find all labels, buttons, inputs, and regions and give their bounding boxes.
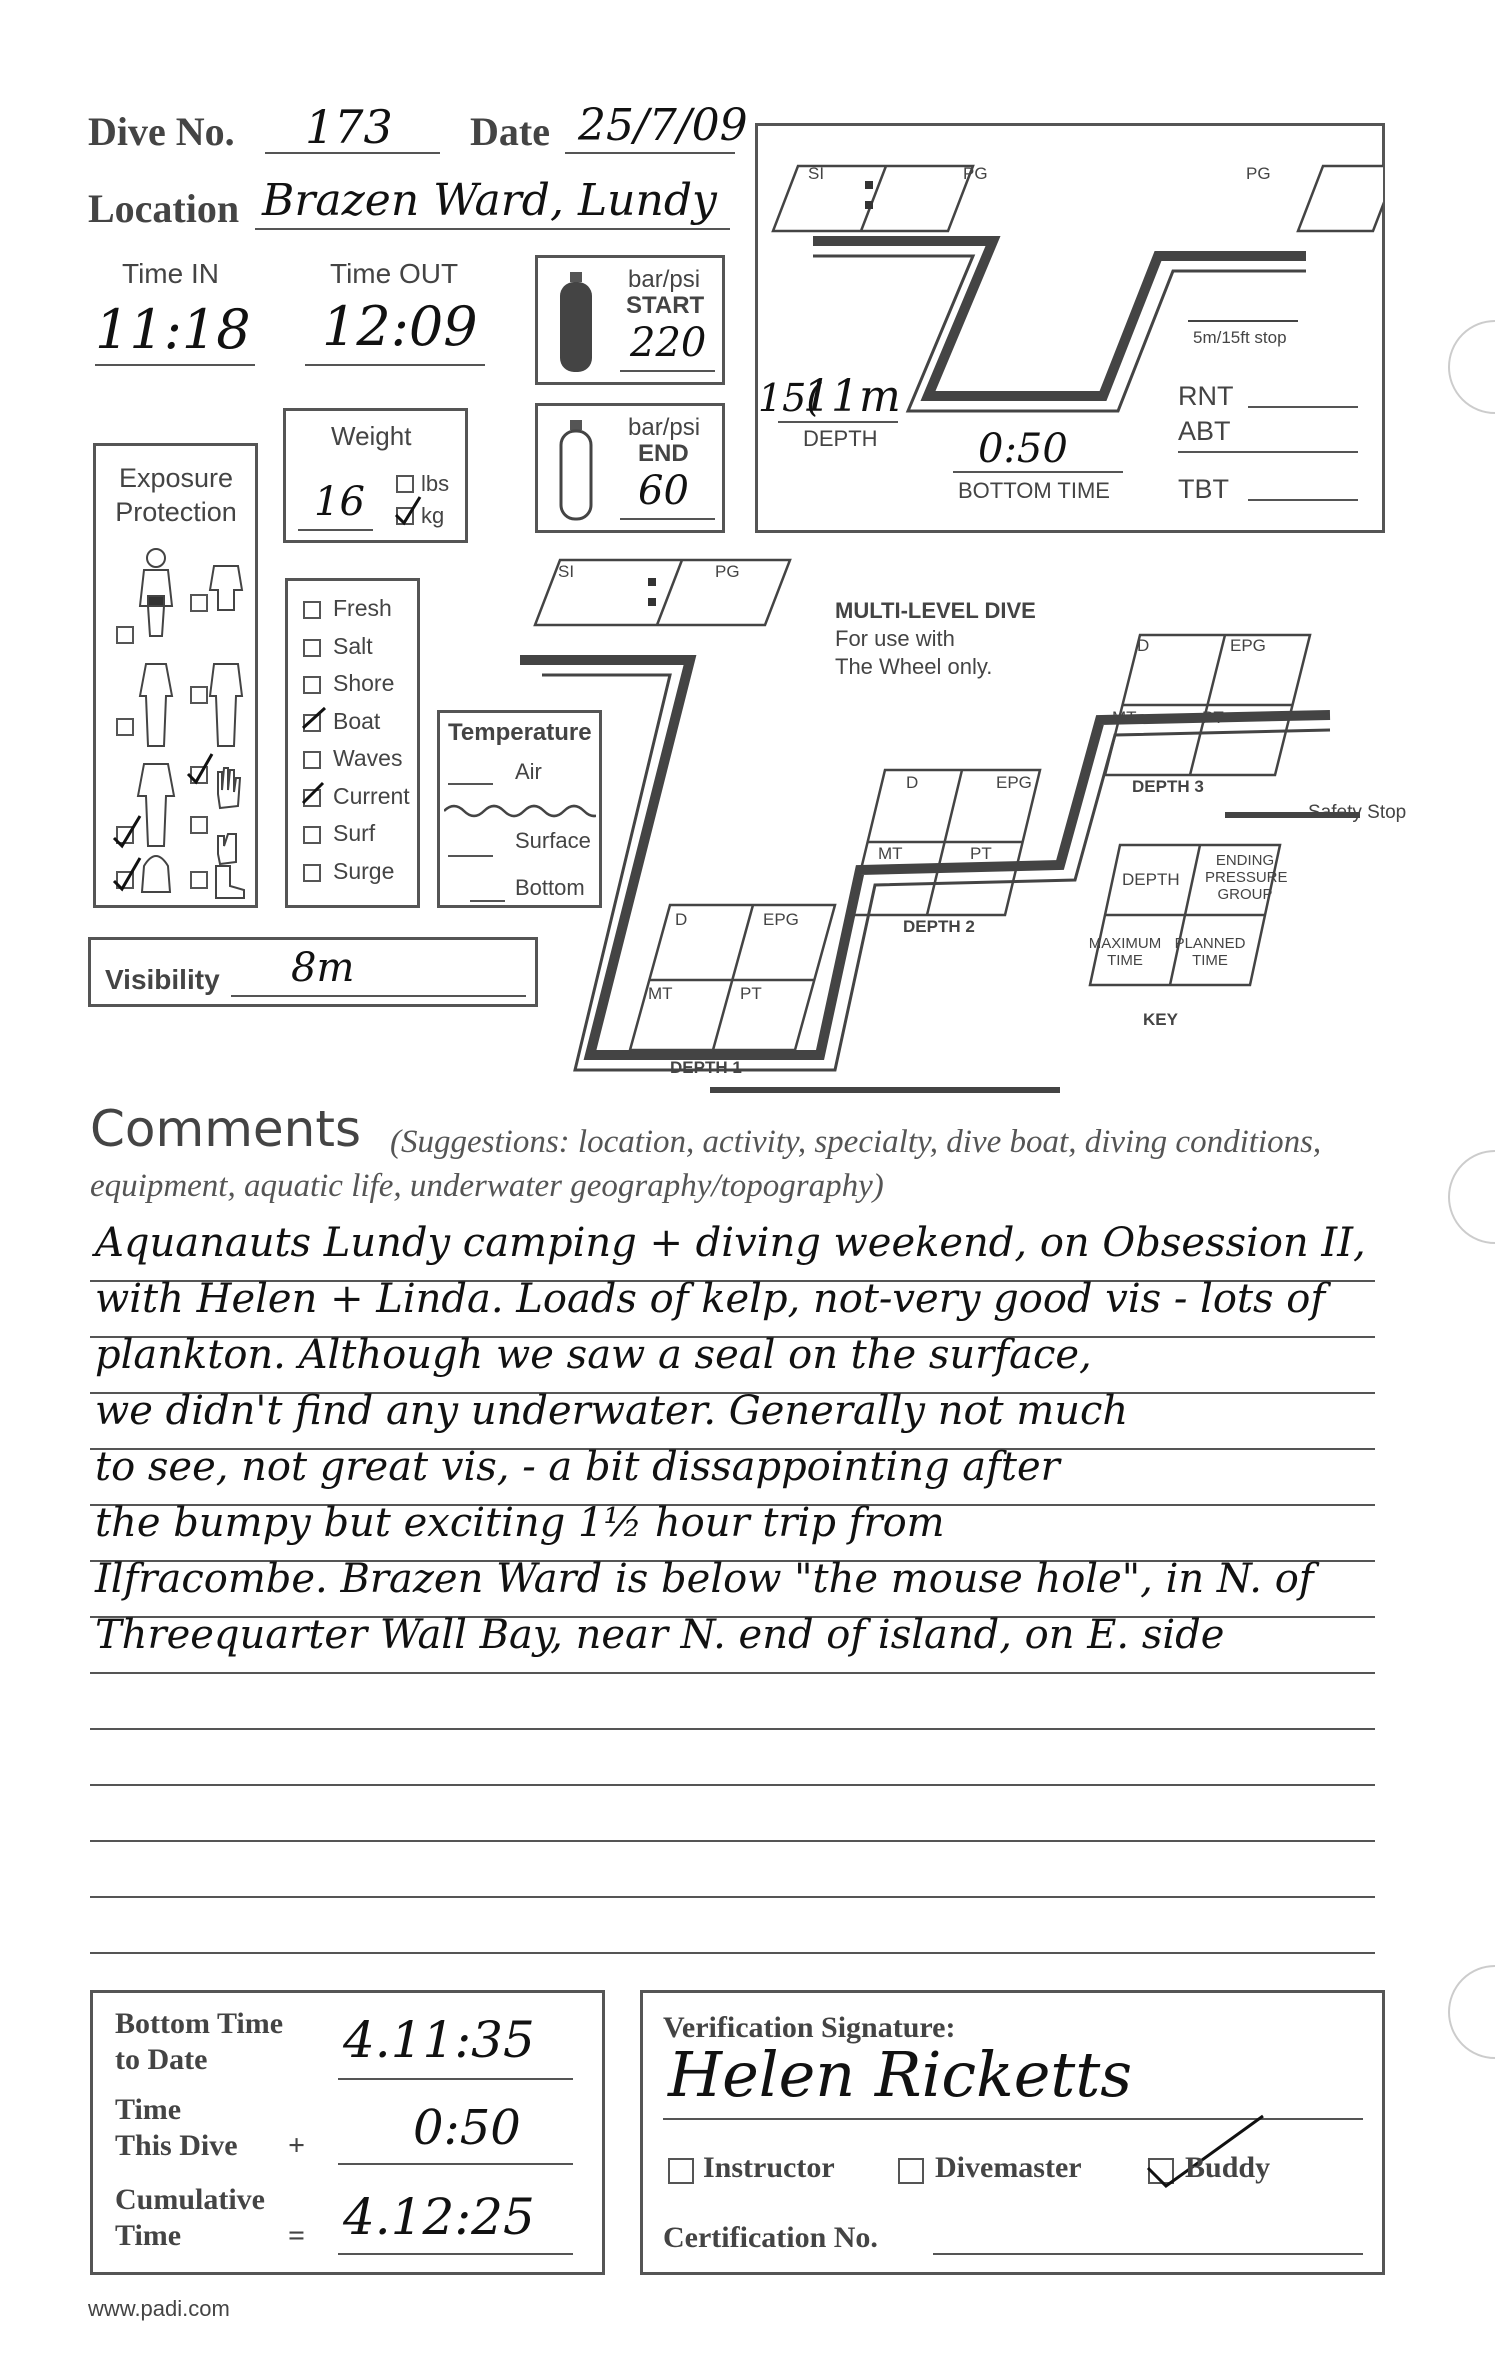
d1-epg-label: EPG [763, 910, 799, 929]
d3-epg-label: EPG [1230, 636, 1266, 655]
ml-pg-label: PG [715, 562, 740, 581]
cert-label: Certification No. [663, 2221, 878, 2254]
d3-d-label: D [1137, 636, 1150, 655]
tank-start-value[interactable]: 220 [630, 320, 707, 366]
lbs-label: lbs [421, 471, 450, 496]
buddy-label: Buddy [1185, 2151, 1271, 2184]
time-out-value[interactable]: 12:09 [322, 295, 478, 358]
tbt-underline [1248, 499, 1358, 501]
signature-value[interactable]: Helen Ricketts [668, 2038, 1133, 2111]
date-label: Date [470, 109, 550, 154]
divemaster-checkbox[interactable] [898, 2158, 924, 2184]
btd-label-1: Bottom Time [115, 2007, 284, 2040]
cum-operator: = [288, 2219, 306, 2252]
bottom-time-label: BOTTOM TIME [958, 478, 1110, 503]
tank-empty-icon [556, 418, 596, 523]
profile-pg2-label: PG [1246, 164, 1271, 183]
exposure-fullsuit-checkbox[interactable] [190, 686, 208, 704]
exposure-box [93, 443, 258, 908]
location-label: Location [88, 186, 240, 231]
exposure-checkmarks-icon [96, 746, 256, 906]
dive-no-label: Dive No. [88, 109, 235, 154]
comment-line-5[interactable]: to see, not great vis, - a bit dissappointing after [95, 1444, 1060, 1490]
d2-d-label: D [906, 773, 919, 792]
cum-value[interactable]: 4.12:25 [343, 2188, 535, 2246]
abt-label: ABT [1178, 416, 1231, 446]
dive-profile-box [755, 123, 1385, 533]
visibility-label: Visibility [105, 964, 220, 995]
bottom-label: Bottom [515, 875, 585, 900]
comment-rule [90, 1952, 1375, 1954]
key-mt-label: MAXIMUM TIME [1088, 935, 1162, 969]
exposure-wetsuit-checkbox[interactable] [116, 718, 134, 736]
profile-pg-label: PG [963, 164, 988, 183]
comments-hint: (Suggestions: location, activity, specialty, dive boat, diving conditions, equipment, aquatic life, underwater geography/topography) [90, 1124, 1322, 1204]
depth2-label: DEPTH 2 [903, 917, 975, 936]
cum-label-2: Time [115, 2219, 182, 2252]
instructor-checkbox[interactable] [668, 2158, 694, 2184]
bottom-time-underline [953, 471, 1123, 473]
cum-underline [338, 2253, 573, 2255]
tank-end-value[interactable]: 60 [638, 468, 689, 514]
rnt-label: RNT [1178, 381, 1234, 411]
binder-hole [1448, 1150, 1495, 1244]
ttd-label-2: This Dive [115, 2129, 238, 2162]
d3-mt-label: MT [1112, 708, 1137, 727]
comment-rule [90, 1896, 1375, 1898]
time-in-underline [95, 364, 255, 366]
location-value[interactable]: Brazen Ward, Lundy [262, 175, 717, 226]
dive-no-value[interactable]: 173 [305, 100, 393, 154]
tank-end-box [535, 403, 725, 533]
conditions-box: Fresh Salt Shore Boat Waves Current Surf Surge [285, 578, 420, 908]
tank-start-box [535, 255, 725, 385]
divemaster-label: Divemaster [935, 2151, 1082, 2184]
exposure-label: Exposure Protection [115, 463, 237, 527]
tank-start-underline [620, 370, 715, 372]
ttd-label-1: Time [115, 2093, 182, 2126]
comment-line-6[interactable]: the bumpy but exciting 1½ hour trip from [95, 1500, 945, 1546]
verification-label: Verification Signature: [663, 2011, 956, 2044]
tank-start-unit: bar/psi [628, 266, 701, 293]
key-depth-label: DEPTH [1122, 870, 1180, 889]
instructor-label: Instructor [703, 2151, 835, 2184]
ttd-operator: + [288, 2129, 306, 2162]
d1-pt-label: PT [740, 984, 762, 1003]
key-pt-label: PLANNED TIME [1174, 935, 1246, 969]
totals-box [90, 1990, 605, 2275]
d2-epg-label: EPG [996, 773, 1032, 792]
visibility-value[interactable]: 8m [291, 945, 355, 991]
weight-label: Weight [331, 421, 412, 451]
binder-hole [1448, 320, 1495, 414]
profile-si-label: SI [808, 164, 825, 183]
comment-rule [90, 1728, 1375, 1730]
depth3-label: DEPTH 3 [1132, 777, 1204, 796]
abt-underline [1178, 451, 1358, 453]
key-label: KEY [1143, 1010, 1178, 1029]
comment-rule [90, 1672, 1375, 1674]
btd-label-2: to Date [115, 2043, 208, 2076]
exposure-shorty-checkbox[interactable] [190, 594, 208, 612]
kg-checkmark-icon [390, 493, 424, 527]
lbs-checkbox[interactable] [396, 475, 414, 493]
btd-underline [338, 2078, 573, 2080]
ml-subtitle2: The Wheel only. [835, 654, 993, 679]
d1-mt-label: MT [648, 984, 673, 1003]
temperature-label: Temperature [448, 719, 592, 746]
time-in-label: Time IN [122, 258, 219, 289]
ml-subtitle1: For use with [835, 626, 955, 651]
cum-label-1: Cumulative [115, 2183, 265, 2216]
d2-mt-label: MT [878, 844, 903, 863]
key-epg-label: ENDING PRESSURE GROUP [1205, 852, 1288, 903]
time-out-underline [305, 364, 485, 366]
comment-line-3[interactable]: plankton. Although we saw a seal on the surface, [95, 1332, 1092, 1378]
date-value[interactable]: 25/7/09 [578, 100, 748, 151]
cert-underline [933, 2253, 1363, 2255]
ttd-underline [338, 2163, 573, 2165]
verification-box [640, 1990, 1385, 2275]
comment-rule [90, 1784, 1375, 1786]
depth-value[interactable]: 11m [803, 371, 901, 422]
safety-stop-label: Safety Stop [1308, 802, 1407, 823]
tbt-label: TBT [1178, 474, 1229, 504]
comment-line-2[interactable]: with Helen + Linda. Loads of kelp, not-very good vis - lots of [95, 1276, 1326, 1322]
surface-underline [448, 855, 493, 857]
surface-label: Surface [515, 828, 591, 853]
d1-d-label: D [675, 910, 688, 929]
comments-heading: Comments [90, 1100, 362, 1158]
depth-margin-note: 15( [758, 376, 822, 420]
tank-start-label: START [626, 292, 705, 319]
btd-value[interactable]: 4.11:35 [343, 2011, 535, 2069]
comment-line-7[interactable]: Ilfracombe. Brazen Ward is below "the mouse hole", in N. of [95, 1556, 1314, 1602]
ml-title: MULTI-LEVEL DIVE [835, 598, 1036, 623]
footer-url[interactable]: www.padi.com [88, 2296, 230, 2321]
exposure-swimsuit-checkbox[interactable] [116, 626, 134, 644]
tank-end-label: END [638, 440, 689, 467]
weight-underline [298, 529, 373, 531]
ml-si-label: SI [558, 562, 575, 581]
bottom-time-value[interactable]: 0:50 [978, 426, 1068, 472]
tank-full-icon [556, 270, 596, 375]
time-out-label: Time OUT [330, 258, 459, 289]
depth1-label: DEPTH 1 [670, 1058, 742, 1077]
comment-line-8[interactable]: Threequarter Wall Bay, near N. end of island, on E. side [95, 1612, 1225, 1658]
weight-value[interactable]: 16 [314, 479, 365, 525]
binder-hole [1448, 1965, 1495, 2059]
air-label: Air [515, 759, 542, 784]
date-underline [565, 152, 735, 154]
comment-line-1[interactable]: Aquanauts Lundy camping + diving weekend, on Obsession II, [95, 1220, 1366, 1266]
tank-end-unit: bar/psi [628, 414, 701, 441]
d3-pt-label: PT [1202, 708, 1224, 727]
depth-label: DEPTH [803, 426, 878, 451]
d2-pt-label: PT [970, 844, 992, 863]
time-in-value[interactable]: 11:18 [95, 298, 251, 361]
visibility-underline [231, 995, 526, 997]
stop-label: 5m/15ft stop [1193, 328, 1287, 347]
tank-end-underline [620, 518, 715, 520]
weight-box [283, 408, 468, 543]
depth-underline [778, 421, 898, 423]
ttd-value[interactable]: 0:50 [413, 2100, 521, 2156]
kg-label: kg [421, 503, 445, 528]
rnt-underline [1248, 406, 1358, 408]
visibility-box [88, 937, 538, 1007]
air-underline [448, 783, 493, 785]
comment-line-4[interactable]: we didn't find any underwater. Generally not much [95, 1388, 1129, 1434]
location-underline [255, 228, 730, 230]
comment-rule [90, 1840, 1375, 1842]
